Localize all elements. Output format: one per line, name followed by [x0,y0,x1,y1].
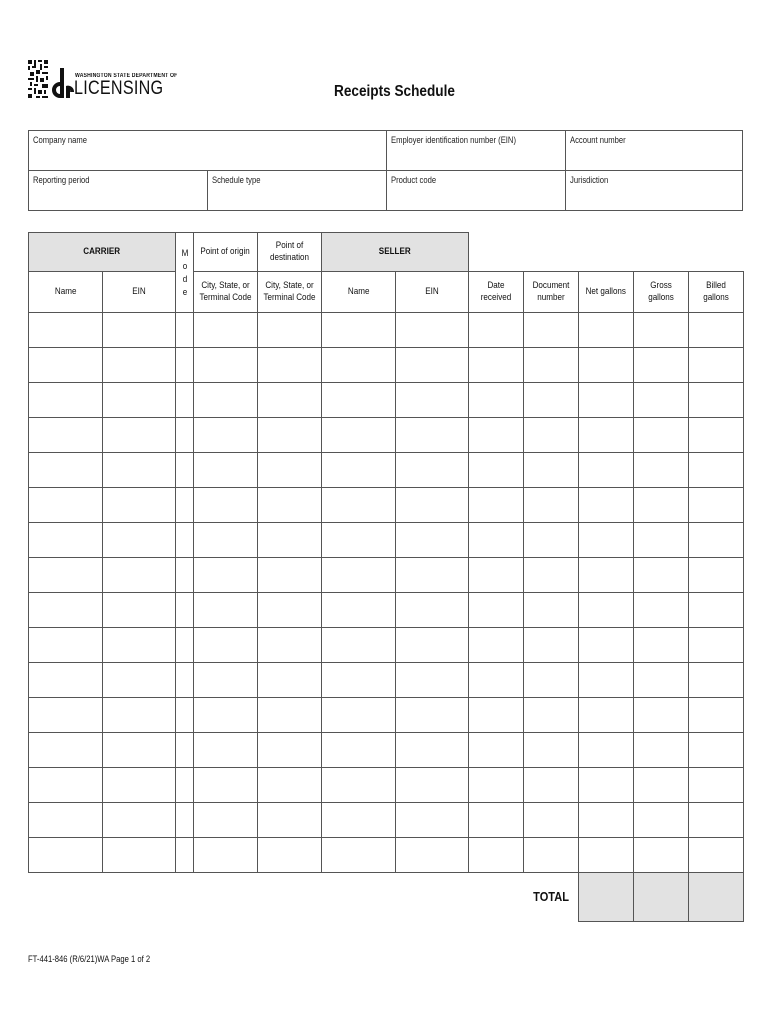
table-cell[interactable] [322,593,396,628]
table-cell[interactable] [469,383,524,418]
table-cell[interactable] [176,348,194,383]
agency-name: LICENSING [74,78,164,99]
jurisdiction-field[interactable] [565,170,743,211]
ein-label: Employer identification number (EIN) [391,135,517,145]
table-cell[interactable] [689,803,744,838]
ein-field[interactable] [386,130,566,171]
table-cell[interactable] [258,453,322,488]
table-cell[interactable] [29,313,103,348]
table-cell[interactable] [258,348,322,383]
table-cell[interactable] [689,418,744,453]
table-cell[interactable] [194,733,258,768]
table-cell[interactable] [194,558,258,593]
table-cell[interactable] [176,593,194,628]
table-cell[interactable] [176,768,194,803]
company-name-label: Company name [33,135,88,145]
table-cell[interactable] [579,488,634,523]
table-cell[interactable] [103,488,176,523]
net-gallons-header: Net gallons [579,272,634,313]
table-cell[interactable] [579,628,634,663]
table-cell[interactable] [322,383,396,418]
table-row [29,838,744,873]
table-row [29,348,744,383]
account-number-field[interactable] [565,130,743,171]
table-cell[interactable] [258,838,322,873]
table-cell[interactable] [524,313,579,348]
document-number-header: Document number [524,272,579,313]
table-cell[interactable] [524,523,579,558]
table-cell[interactable] [634,768,689,803]
table-cell[interactable] [322,313,396,348]
table-row [29,803,744,838]
seller-ein-header: EIN [396,272,469,313]
table-cell[interactable] [322,488,396,523]
table-cell[interactable] [396,733,469,768]
table-cell[interactable] [258,383,322,418]
reporting-period-field[interactable] [28,170,208,211]
table-cell[interactable] [194,523,258,558]
table-cell[interactable] [103,628,176,663]
table-cell[interactable] [524,698,579,733]
table-cell[interactable] [258,523,322,558]
table-cell[interactable] [322,418,396,453]
table-cell[interactable] [322,523,396,558]
table-cell[interactable] [103,558,176,593]
table-cell[interactable] [579,593,634,628]
table-cell[interactable] [579,313,634,348]
table-cell[interactable] [396,453,469,488]
table-cell[interactable] [689,698,744,733]
table-cell[interactable] [634,698,689,733]
table-cell[interactable] [689,523,744,558]
table-cell[interactable] [524,418,579,453]
table-cell[interactable] [634,313,689,348]
table-cell[interactable] [194,418,258,453]
table-cell[interactable] [579,453,634,488]
table-cell[interactable] [103,663,176,698]
table-cell[interactable] [469,628,524,663]
table-cell[interactable] [176,453,194,488]
table-cell[interactable] [194,488,258,523]
table-cell[interactable] [524,663,579,698]
table-cell[interactable] [194,698,258,733]
table-row [29,663,744,698]
table-row [29,768,744,803]
table-cell[interactable] [634,453,689,488]
table-cell[interactable] [103,838,176,873]
table-cell[interactable] [579,663,634,698]
jurisdiction-label: Jurisdiction [570,175,609,185]
table-cell[interactable] [194,628,258,663]
origin-sub-header: City, State, or Terminal Code [194,272,258,313]
table-cell[interactable] [579,348,634,383]
table-cell[interactable] [396,698,469,733]
table-cell[interactable] [396,768,469,803]
destination-sub-header: City, State, or Terminal Code [258,272,322,313]
table-cell[interactable] [396,313,469,348]
table-cell[interactable] [322,768,396,803]
table-cell[interactable] [103,313,176,348]
table-cell[interactable] [469,768,524,803]
table-cell[interactable] [258,593,322,628]
table-cell[interactable] [469,698,524,733]
table-cell[interactable] [176,558,194,593]
table-cell[interactable] [29,418,103,453]
table-cell[interactable] [29,558,103,593]
table-cell[interactable] [258,418,322,453]
account-number-label: Account number [570,135,626,145]
table-cell[interactable] [176,698,194,733]
table-cell[interactable] [194,663,258,698]
table-row [29,383,744,418]
table-cell[interactable] [258,313,322,348]
carrier-ein-header: EIN [103,272,176,313]
table-cell[interactable] [634,418,689,453]
table-cell[interactable] [689,768,744,803]
table-cell[interactable] [29,663,103,698]
table-row [29,698,744,733]
table-cell[interactable] [524,488,579,523]
page-title: Receipts Schedule [334,83,455,100]
table-cell[interactable] [524,383,579,418]
table-cell[interactable] [29,453,103,488]
table-cell[interactable] [103,453,176,488]
table-cell[interactable] [634,628,689,663]
table-cell[interactable] [103,348,176,383]
table-cell[interactable] [322,803,396,838]
table-cell[interactable] [634,733,689,768]
table-cell[interactable] [396,348,469,383]
total-net-gallons-cell[interactable] [579,873,634,922]
table-cell[interactable] [524,733,579,768]
barcode-icon [28,60,48,98]
table-cell[interactable] [524,768,579,803]
table-cell[interactable] [579,768,634,803]
table-cell[interactable] [469,838,524,873]
product-code-field[interactable] [386,170,566,211]
gross-gallons-header: Gross gallons [634,272,689,313]
table-cell[interactable] [634,803,689,838]
table-cell[interactable] [469,348,524,383]
table-cell[interactable] [322,453,396,488]
table-cell[interactable] [524,838,579,873]
table-cell[interactable] [29,838,103,873]
table-cell[interactable] [176,523,194,558]
table-cell[interactable] [689,313,744,348]
table-cell[interactable] [176,313,194,348]
table-cell[interactable] [194,593,258,628]
reporting-period-label: Reporting period [33,175,90,185]
mode-label: M o d e [181,247,188,298]
table-cell[interactable] [396,838,469,873]
table-cell[interactable] [524,593,579,628]
table-cell[interactable] [103,593,176,628]
table-cell[interactable] [524,558,579,593]
table-cell[interactable] [103,383,176,418]
table-cell[interactable] [322,733,396,768]
table-cell[interactable] [258,488,322,523]
table-cell[interactable] [29,488,103,523]
carrier-name-header: Name [29,272,103,313]
mode-header [176,233,194,313]
table-cell[interactable] [258,698,322,733]
table-row [29,593,744,628]
table-cell[interactable] [322,558,396,593]
table-cell[interactable] [689,558,744,593]
product-code-label: Product code [391,175,437,185]
table-cell[interactable] [176,663,194,698]
table-cell[interactable] [322,348,396,383]
form-footer: FT-441-846 (R/6/21)WA Page 1 of 2 [28,954,151,964]
table-cell[interactable] [29,698,103,733]
table-cell[interactable] [29,768,103,803]
schedule-type-label: Schedule type [212,175,261,185]
table-cell[interactable] [689,593,744,628]
table-cell[interactable] [396,488,469,523]
table-cell[interactable] [176,488,194,523]
table-cell[interactable] [689,838,744,873]
table-cell[interactable] [524,348,579,383]
table-cell[interactable] [322,628,396,663]
table-cell[interactable] [322,698,396,733]
table-cell[interactable] [579,698,634,733]
table-cell[interactable] [396,418,469,453]
receipts-table [28,232,744,922]
table-cell[interactable] [258,558,322,593]
table-cell[interactable] [469,803,524,838]
table-cell[interactable] [634,523,689,558]
table-cell[interactable] [579,523,634,558]
table-cell[interactable] [634,348,689,383]
table-cell[interactable] [469,663,524,698]
table-cell[interactable] [396,558,469,593]
table-cell[interactable] [258,628,322,663]
table-cell[interactable] [579,418,634,453]
table-cell[interactable] [194,803,258,838]
table-row [29,733,744,768]
table-cell[interactable] [29,348,103,383]
table-cell[interactable] [634,838,689,873]
total-gross-gallons-cell[interactable] [634,873,689,922]
table-cell[interactable] [524,453,579,488]
point-of-destination-header: Point of destination [258,233,322,272]
table-row [29,488,744,523]
table-cell[interactable] [258,803,322,838]
table-cell[interactable] [469,593,524,628]
table-cell[interactable] [176,838,194,873]
table-cell[interactable] [524,628,579,663]
table-cell[interactable] [396,803,469,838]
table-row [29,628,744,663]
table-cell[interactable] [194,383,258,418]
table-cell[interactable] [396,663,469,698]
table-cell[interactable] [29,628,103,663]
table-cell[interactable] [322,838,396,873]
table-cell[interactable] [689,348,744,383]
total-billed-gallons-cell[interactable] [689,873,744,922]
table-cell[interactable] [258,663,322,698]
table-cell[interactable] [579,558,634,593]
table-cell[interactable] [579,383,634,418]
table-cell[interactable] [634,593,689,628]
header-spacer [469,233,744,272]
table-cell[interactable] [579,733,634,768]
table-row [29,523,744,558]
table-cell[interactable] [689,453,744,488]
table-cell[interactable] [469,733,524,768]
seller-header: SELLER [322,233,469,272]
table-cell[interactable] [469,558,524,593]
table-cell[interactable] [194,313,258,348]
table-cell[interactable] [396,383,469,418]
table-cell[interactable] [29,523,103,558]
table-cell[interactable] [689,733,744,768]
table-cell[interactable] [396,523,469,558]
table-cell[interactable] [194,768,258,803]
table-cell[interactable] [194,348,258,383]
table-cell[interactable] [29,593,103,628]
table-cell[interactable] [103,418,176,453]
total-label: TOTAL [533,889,569,905]
table-cell[interactable] [29,733,103,768]
table-cell[interactable] [634,663,689,698]
company-name-field[interactable] [28,130,387,171]
table-cell[interactable] [103,698,176,733]
table-cell[interactable] [396,593,469,628]
table-cell[interactable] [258,733,322,768]
table-cell[interactable] [322,663,396,698]
table-cell[interactable] [29,803,103,838]
schedule-type-field[interactable] [207,170,387,211]
table-cell[interactable] [634,383,689,418]
table-cell[interactable] [689,488,744,523]
table-row [29,558,744,593]
table-cell[interactable] [634,488,689,523]
table-cell[interactable] [258,768,322,803]
table-cell[interactable] [194,838,258,873]
table-row [29,313,744,348]
table-cell[interactable] [689,663,744,698]
billed-gallons-header: Billed gallons [689,272,744,313]
table-cell[interactable] [29,383,103,418]
table-cell[interactable] [469,418,524,453]
date-received-header: Date received [469,272,524,313]
table-cell[interactable] [469,453,524,488]
table-cell[interactable] [176,628,194,663]
licensing-logo-icon [52,68,74,98]
table-cell[interactable] [396,628,469,663]
table-cell[interactable] [103,768,176,803]
table-cell[interactable] [579,803,634,838]
table-cell[interactable] [689,383,744,418]
point-of-origin-header: Point of origin [194,233,258,272]
agency-line: WASHINGTON STATE DEPARTMENT OF [75,73,178,79]
table-cell[interactable] [103,523,176,558]
table-cell[interactable] [103,803,176,838]
table-cell[interactable] [634,558,689,593]
seller-name-header: Name [322,272,396,313]
carrier-header: CARRIER [29,233,176,272]
table-cell[interactable] [689,628,744,663]
table-cell[interactable] [176,383,194,418]
table-cell[interactable] [469,313,524,348]
table-row [29,453,744,488]
table-row [29,418,744,453]
table-cell[interactable] [103,733,176,768]
table-cell[interactable] [176,733,194,768]
table-cell[interactable] [176,418,194,453]
table-cell[interactable] [579,838,634,873]
table-cell[interactable] [524,803,579,838]
table-cell[interactable] [469,523,524,558]
table-cell[interactable] [194,453,258,488]
table-cell[interactable] [176,803,194,838]
table-cell[interactable] [469,488,524,523]
